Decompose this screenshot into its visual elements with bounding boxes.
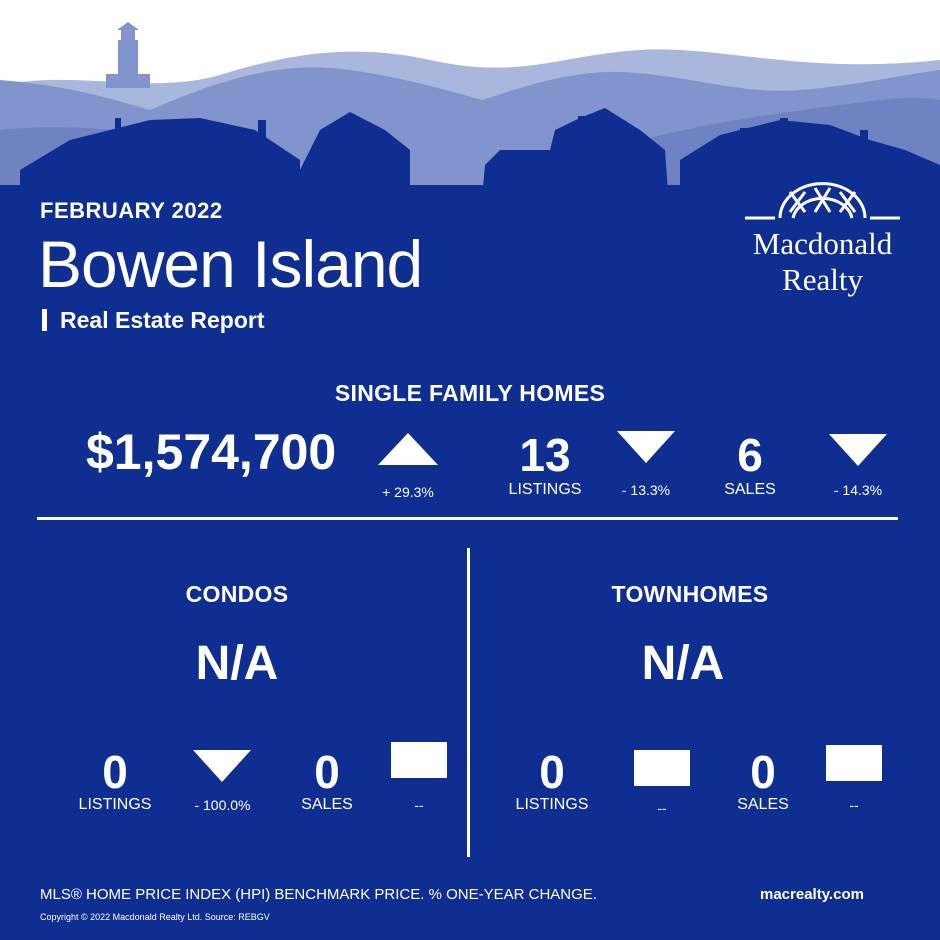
report-subtitle: Real Estate Report <box>60 307 265 333</box>
townhomes-listings-label: LISTINGS <box>515 796 589 813</box>
single-family-price-change: + 29.3% <box>382 484 434 500</box>
single-family-listings: 13 <box>519 429 571 481</box>
single-family-sales-change: - 14.3% <box>833 482 883 498</box>
report-month: FEBRUARY 2022 <box>40 198 223 223</box>
logo-text-macdonald: Macdonald <box>752 226 893 261</box>
subtitle-bar <box>42 309 47 331</box>
single-family-listings-label: LISTINGS <box>508 481 582 498</box>
single-family-sales: 6 <box>737 429 763 481</box>
condos-sales-change: -- <box>414 797 424 813</box>
townhomes-sales-change: -- <box>849 797 859 813</box>
townhomes-sales: 0 <box>750 746 776 798</box>
section-divider-vertical <box>467 548 470 857</box>
section-divider-horizontal <box>37 517 898 520</box>
townhomes-sales-label: SALES <box>737 796 789 813</box>
single-family-price: $1,574,700 <box>86 424 337 480</box>
logo-text-realty: Realty <box>782 262 863 297</box>
condos-sales: 0 <box>314 746 340 798</box>
townhomes-price: N/A <box>641 637 725 690</box>
townhomes-title: TOWNHOMES <box>611 581 769 607</box>
condos-price: N/A <box>195 637 279 690</box>
townhomes-listings-change: -- <box>657 800 667 816</box>
single-family-sales-label: SALES <box>724 481 776 498</box>
single-family-title: SINGLE FAMILY HOMES <box>334 380 606 406</box>
website-link[interactable]: macrealty.com <box>760 886 864 903</box>
condos-title: CONDOS <box>185 581 289 607</box>
condos-listings: 0 <box>102 746 128 798</box>
townhomes-listings: 0 <box>539 746 565 798</box>
footer-note: MLS® HOME PRICE INDEX (HPI) BENCHMARK PRICE. % ONE-YEAR CHANGE. <box>40 886 597 903</box>
down-arrow-icon <box>617 431 675 463</box>
condos-listings-label: LISTINGS <box>78 796 152 813</box>
footer-copyright: Copyright © 2022 Macdonald Realty Ltd. Source: REBGV <box>40 912 270 922</box>
condos-listings-change: - 100.0% <box>194 797 251 813</box>
condos-sales-label: SALES <box>301 796 353 813</box>
up-arrow-icon <box>378 433 438 465</box>
down-arrow-icon <box>829 434 887 466</box>
single-family-listings-change: - 13.3% <box>621 482 671 498</box>
no-change-box <box>391 742 447 778</box>
no-change-box <box>826 745 882 781</box>
no-change-box <box>634 750 690 786</box>
down-arrow-icon <box>193 750 251 782</box>
city-title: Bowen Island <box>38 227 423 301</box>
